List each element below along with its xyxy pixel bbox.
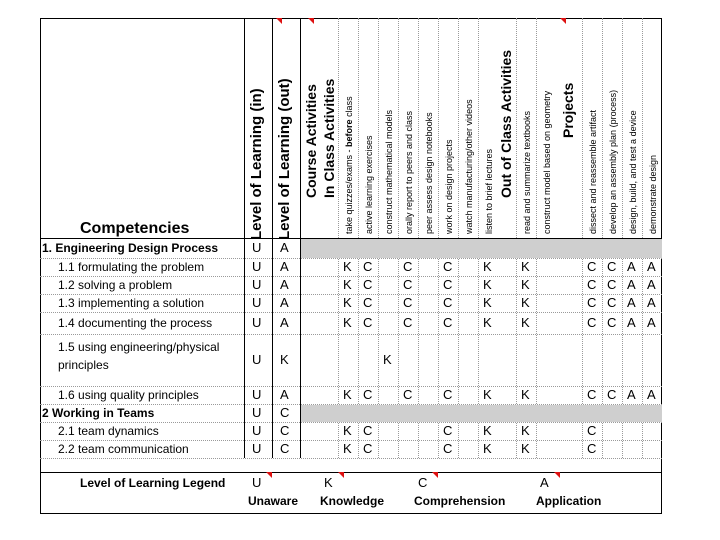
level-in-header: Level of Learning (in) <box>248 88 265 240</box>
activity-mark: C <box>363 315 373 330</box>
level-out-value: K <box>280 352 289 367</box>
legend-title: Level of Learning Legend <box>80 476 226 490</box>
competency-row <box>40 386 662 404</box>
activity-mark: K <box>483 259 492 274</box>
competency-row <box>40 238 662 258</box>
activity-mark: C <box>587 315 597 330</box>
legend-key: K <box>324 475 333 490</box>
competency-label: 1. Engineering Design Process <box>42 241 219 255</box>
level-out-value: C <box>280 405 290 420</box>
competency-row <box>40 404 662 422</box>
activity-mark: K <box>483 423 492 438</box>
activity-mark: K <box>343 295 352 310</box>
activity-mark: C <box>443 277 453 292</box>
legend-top-line <box>40 472 662 473</box>
competency-label: 1.2 solving a problem <box>58 278 173 292</box>
activity-mark: C <box>587 441 597 456</box>
activity-header-1: take quizzes/exams - before class <box>344 96 354 234</box>
activity-mark: A <box>647 277 656 292</box>
legend-label: Comprehension <box>414 494 506 508</box>
competency-matrix-sheet <box>40 18 662 514</box>
competency-label-cont: principles <box>58 358 109 372</box>
activity-mark: K <box>521 315 530 330</box>
activity-mark: C <box>607 295 617 310</box>
activity-mark: K <box>521 259 530 274</box>
activity-mark: C <box>403 315 413 330</box>
legend-key: C <box>418 475 428 490</box>
activity-mark: K <box>383 352 392 367</box>
competency-row <box>40 334 662 386</box>
activity-header-9: read and summarize textbooks <box>522 110 532 234</box>
activity-mark: K <box>343 315 352 330</box>
legend-label: Unaware <box>248 494 299 508</box>
competency-label: 1.4 documenting the process <box>58 316 213 330</box>
in-class-activities-header: In Class Activities <box>321 78 337 198</box>
activity-mark: A <box>647 259 656 274</box>
activity-mark: C <box>363 441 373 456</box>
competency-label: 1.5 using engineering/physical <box>58 340 220 354</box>
level-in-value: U <box>252 277 262 292</box>
activity-header-5: peer assess design notebooks <box>424 112 434 234</box>
activity-mark: C <box>403 295 413 310</box>
level-in-value: U <box>252 387 262 402</box>
comment-marker <box>308 18 314 24</box>
activity-mark: K <box>521 441 530 456</box>
activity-header-10: construct model based on geometry <box>542 90 552 234</box>
activity-mark: K <box>521 387 530 402</box>
activity-mark: C <box>607 315 617 330</box>
activity-mark: C <box>607 277 617 292</box>
activity-mark: A <box>627 387 636 402</box>
activity-mark: K <box>521 423 530 438</box>
activity-mark: K <box>483 441 492 456</box>
activity-mark: C <box>587 277 597 292</box>
activity-header-3: construct mathematical models <box>384 109 394 234</box>
competencies-header: Competencies <box>80 220 190 237</box>
activity-mark: C <box>443 295 453 310</box>
comment-marker <box>266 472 272 478</box>
legend-key: A <box>540 475 549 490</box>
activity-mark: A <box>647 295 656 310</box>
competency-label: 2.1 team dynamics <box>58 424 159 438</box>
out-of-class-activities-header: Out of Class Activities <box>498 49 514 198</box>
activity-mark: C <box>607 259 617 274</box>
activity-mark: K <box>521 295 530 310</box>
activity-mark: K <box>483 315 492 330</box>
activity-mark: C <box>443 423 453 438</box>
activity-mark: A <box>647 315 656 330</box>
level-out-value: A <box>280 240 289 255</box>
activity-header-emphasis: before <box>344 119 354 147</box>
activity-header-4: orally report to peers and class <box>404 110 414 234</box>
activity-mark: C <box>363 387 373 402</box>
legend-label: Application <box>536 494 602 508</box>
course-activities-header: Course Activities <box>303 84 319 198</box>
level-out-header: Level of Learning (out) <box>276 78 293 240</box>
activity-mark: C <box>587 295 597 310</box>
activity-mark: K <box>483 277 492 292</box>
activity-mark: C <box>587 423 597 438</box>
competency-row <box>40 422 662 440</box>
competency-label: 2 Working in Teams <box>42 406 155 420</box>
activity-mark: C <box>443 441 453 456</box>
level-in-value: U <box>252 352 262 367</box>
activity-mark: C <box>607 387 617 402</box>
activity-header-13: design, build, and test a device <box>628 110 638 234</box>
competency-row <box>40 440 662 458</box>
legend-label: Knowledge <box>320 494 385 508</box>
activity-header-8: listen to brief lectures <box>484 148 494 234</box>
comment-marker <box>338 472 344 478</box>
activity-mark: A <box>647 387 656 402</box>
competency-row <box>40 276 662 294</box>
competency-label: 1.6 using quality principles <box>58 388 199 402</box>
level-out-value: A <box>280 315 289 330</box>
grid-dotted-hline <box>40 458 662 459</box>
activity-mark: C <box>363 295 373 310</box>
activity-mark: K <box>483 295 492 310</box>
level-out-value: A <box>280 259 289 274</box>
activity-header-6: work on design projects <box>444 139 454 234</box>
competency-row <box>40 312 662 334</box>
activity-mark: C <box>587 387 597 402</box>
activity-mark: K <box>343 441 352 456</box>
activity-mark: K <box>343 259 352 274</box>
activity-mark: A <box>627 295 636 310</box>
activity-mark: A <box>627 259 636 274</box>
comment-marker <box>432 472 438 478</box>
activity-header-12: develop an assembly plan (process) <box>608 89 618 234</box>
activity-mark: K <box>343 423 352 438</box>
activity-mark: A <box>627 277 636 292</box>
activity-header-11: dissect and reassemble artifact <box>588 109 598 234</box>
level-in-value: U <box>252 315 262 330</box>
activity-mark: C <box>587 259 597 274</box>
activity-mark: C <box>363 277 373 292</box>
level-in-value: U <box>252 240 262 255</box>
competency-label: 1.1 formulating the problem <box>58 260 205 274</box>
comment-marker <box>560 18 566 24</box>
competency-row <box>40 258 662 276</box>
activity-mark: K <box>483 387 492 402</box>
activity-mark: A <box>627 315 636 330</box>
activity-header-14: demonstrate design <box>648 154 658 234</box>
level-in-value: U <box>252 295 262 310</box>
activity-header-7: watch manufacturing/other videos <box>464 99 474 234</box>
competency-label: 1.3 implementing a solution <box>58 296 205 310</box>
legend-key: U <box>252 475 262 490</box>
activity-header-2: active learning exercises <box>364 135 374 234</box>
level-out-value: A <box>280 295 289 310</box>
level-in-value: U <box>252 423 262 438</box>
activity-mark: C <box>363 423 373 438</box>
activity-mark: C <box>443 259 453 274</box>
level-in-value: U <box>252 259 262 274</box>
level-out-value: A <box>280 277 289 292</box>
activity-mark: K <box>343 387 352 402</box>
level-in-value: U <box>252 405 262 420</box>
competency-row <box>40 294 662 312</box>
competency-label: 2.2 team communication <box>58 442 189 456</box>
level-out-value: C <box>280 441 290 456</box>
level-in-value: U <box>252 441 262 456</box>
level-out-value: C <box>280 423 290 438</box>
activity-mark: C <box>403 387 413 402</box>
activity-mark: K <box>521 277 530 292</box>
comment-marker <box>276 18 282 24</box>
comment-marker <box>554 472 560 478</box>
activity-mark: C <box>403 277 413 292</box>
projects-header: Projects <box>560 82 576 138</box>
activity-mark: K <box>343 277 352 292</box>
activity-mark: C <box>443 387 453 402</box>
activity-mark: C <box>403 259 413 274</box>
level-out-value: A <box>280 387 289 402</box>
activity-mark: C <box>363 259 373 274</box>
activity-mark: C <box>443 315 453 330</box>
